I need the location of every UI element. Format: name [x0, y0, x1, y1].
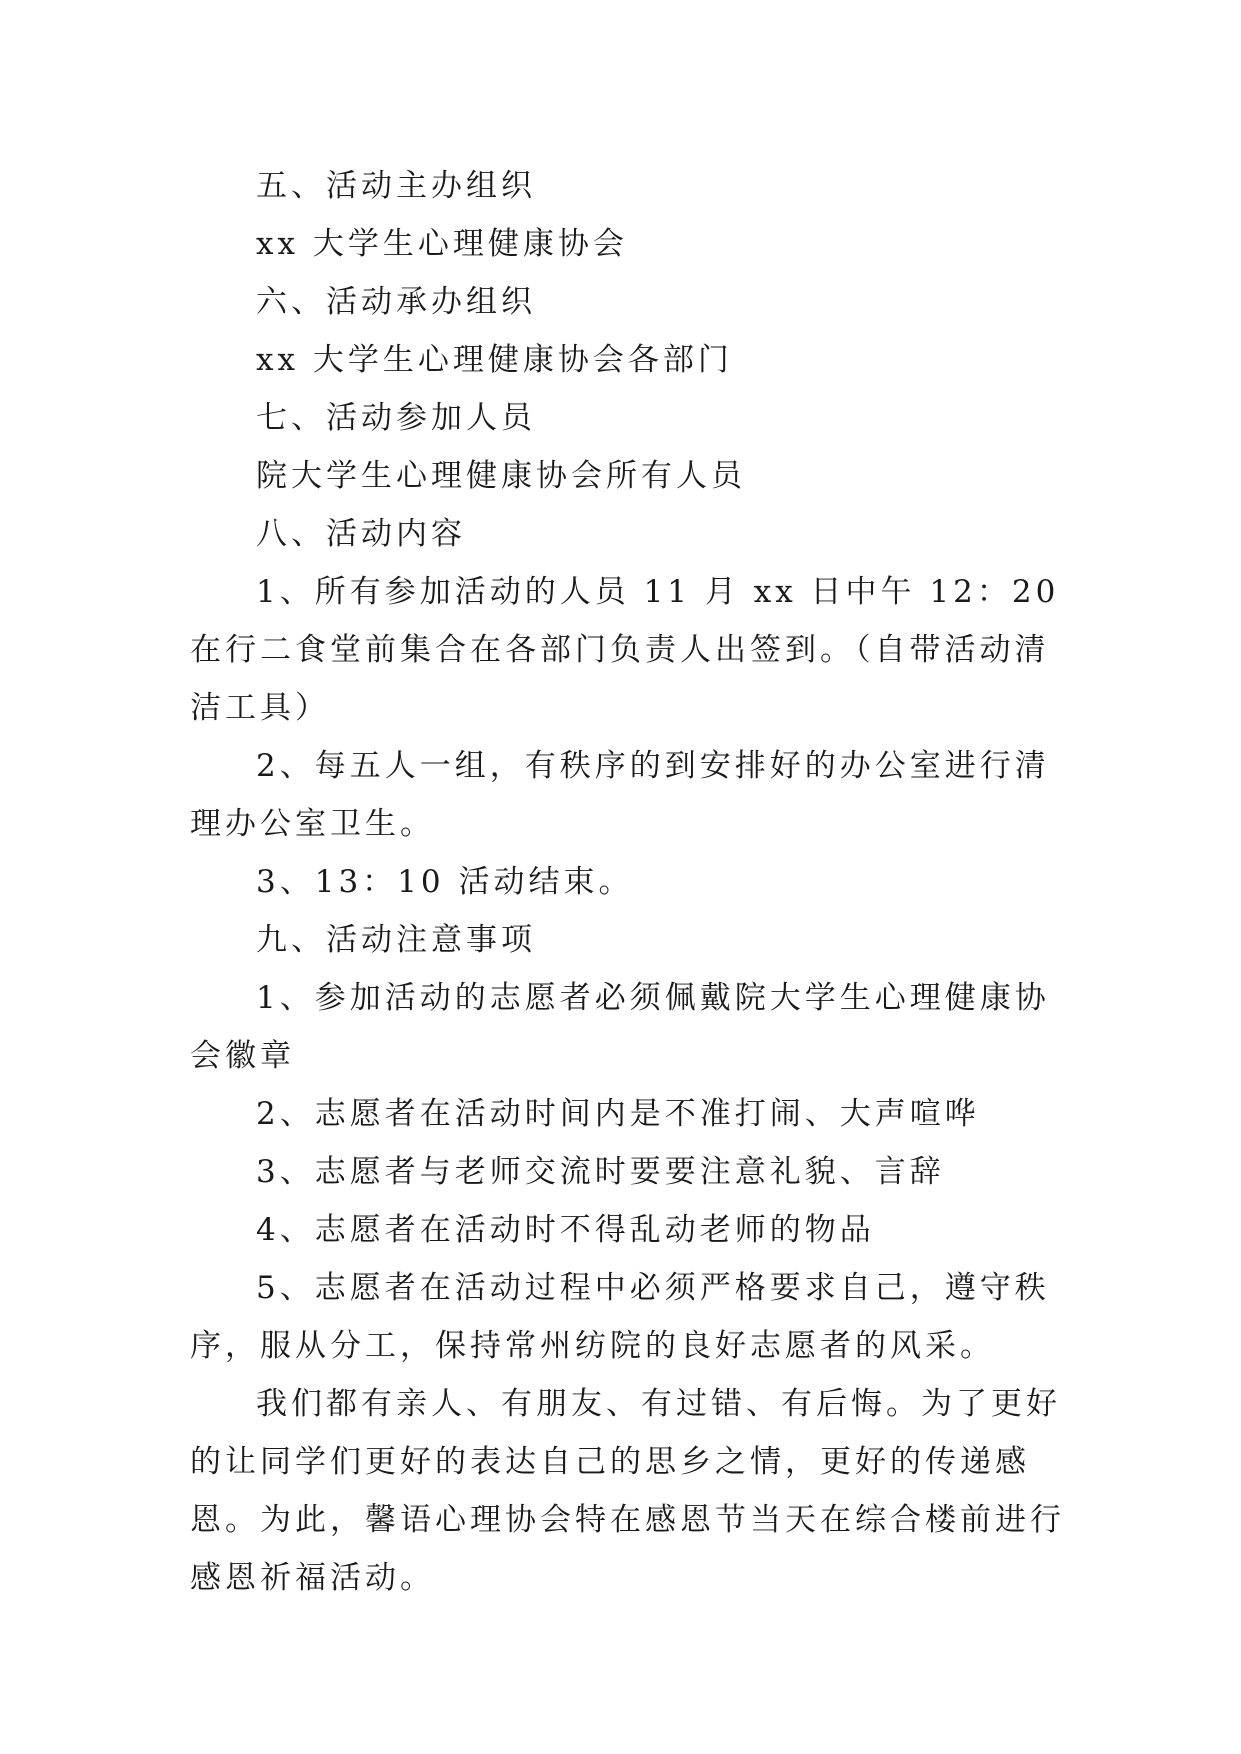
- section-heading-participants: 七、活动参加人员: [256, 400, 536, 436]
- section-heading-organizer: 五、活动主办组织: [256, 168, 536, 204]
- participants-text: 院大学生心理健康协会所有人员: [256, 458, 746, 494]
- notes-item-2: 2、志愿者在活动时间内是不准打闹、大声喧哗: [256, 1096, 980, 1132]
- notes-item-3: 3、志愿者与老师交流时要要注意礼貌、言辞: [256, 1154, 945, 1190]
- content-item-1: 1、所有参加活动的人员 11 月 xx 日中午 12：20 在行二食堂前集合在各部门负责人出签到。（自带活动清洁工具）: [190, 574, 1060, 726]
- notes-item-5: 5、志愿者在活动过程中必须严格要求自己，遵守秩序，服从分工，保持常州纺院的良好志愿者的风采。: [190, 1270, 1050, 1364]
- section-heading-host: 六、活动承办组织: [256, 284, 536, 320]
- organizer-name: xx 大学生心理健康协会: [256, 226, 628, 262]
- section-heading-notes: 九、活动注意事项: [256, 922, 536, 958]
- closing-paragraph: 我们都有亲人、有朋友、有过错、有后悔。为了更好的让同学们更好的表达自己的思乡之情，更好的传递感恩。为此，馨语心理协会特在感恩节当天在综合楼前进行感恩祈福活动。: [190, 1386, 1065, 1596]
- content-item-2: 2、每五人一组，有秩序的到安排好的办公室进行清理办公室卫生。: [190, 748, 1050, 842]
- notes-item-1: 1、参加活动的志愿者必须佩戴院大学生心理健康协会徽章: [190, 980, 1050, 1074]
- host-name: xx 大学生心理健康协会各部门: [256, 342, 733, 378]
- section-heading-content: 八、活动内容: [256, 516, 466, 552]
- notes-item-4: 4、志愿者在活动时不得乱动老师的物品: [256, 1212, 875, 1248]
- content-item-3: 3、13：10 活动结束。: [256, 864, 634, 900]
- document-body: [190, 157, 1070, 1607]
